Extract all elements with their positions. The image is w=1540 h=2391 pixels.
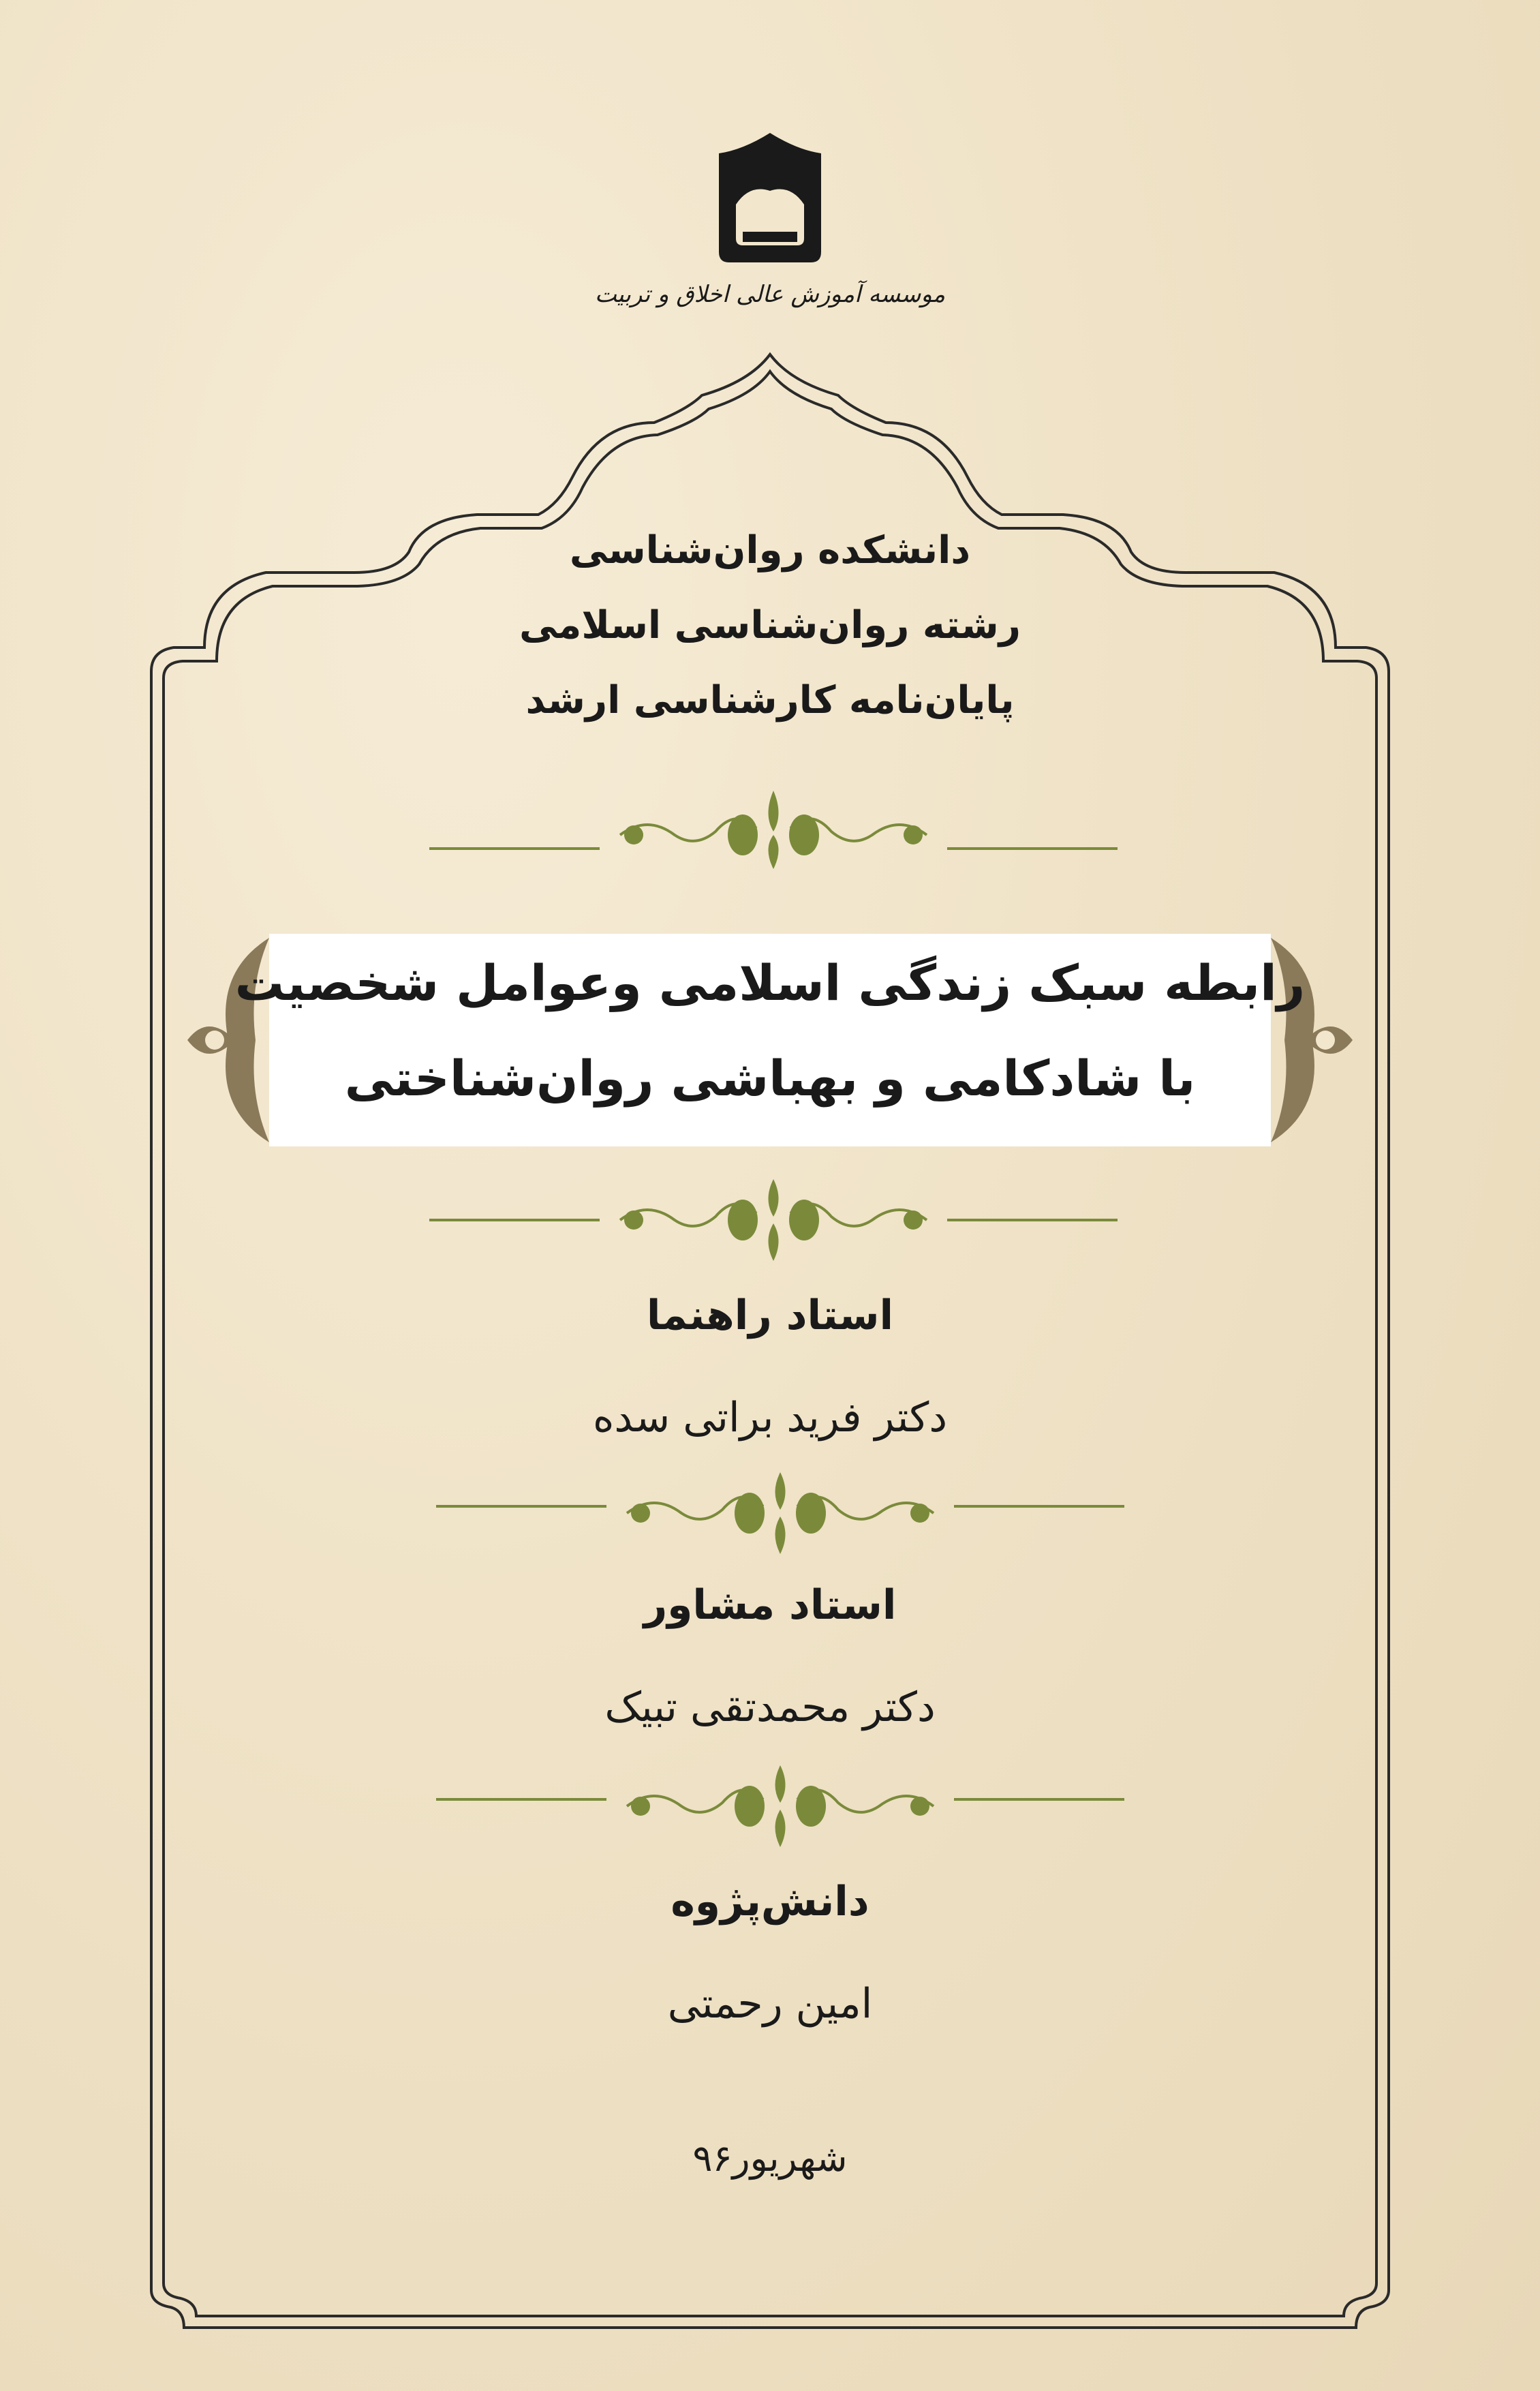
advisor-name: دکتر محمدتقی تبیک [604, 1684, 936, 1731]
major-name: رشته روان‌شناسی اسلامی [519, 603, 1021, 648]
advisor-label: استاد مشاور [643, 1581, 897, 1629]
thesis-title-line-1: رابطه سبک زندگی اسلامی وعوامل شخصیت [234, 954, 1306, 1011]
ornamental-divider-icon [429, 780, 1118, 876]
ornamental-divider-icon [436, 1472, 1124, 1568]
researcher-name: امین رحمتی [667, 1980, 873, 2028]
supervisor-name: دکتر فرید براتی سده [592, 1394, 948, 1442]
institute-emblem-icon [709, 130, 831, 266]
researcher-label: دانش‌پژوه [671, 1878, 869, 1925]
institute-name-caption: موسسه آموزش عالی اخلاق و تربیت [594, 281, 946, 308]
degree-type: پایان‌نامه کارشناسی ارشد [525, 678, 1015, 722]
ornamental-divider-icon [436, 1765, 1124, 1861]
ornamental-divider-icon [429, 1179, 1118, 1275]
submission-date: شهریور۹۶ [692, 2137, 848, 2180]
faculty-name: دانشکده روان‌شناسی [569, 528, 971, 573]
supervisor-label: استاد راهنما [646, 1292, 894, 1339]
thesis-title-line-2: با شادکامی و بهباشی روان‌شناختی [344, 1050, 1196, 1107]
